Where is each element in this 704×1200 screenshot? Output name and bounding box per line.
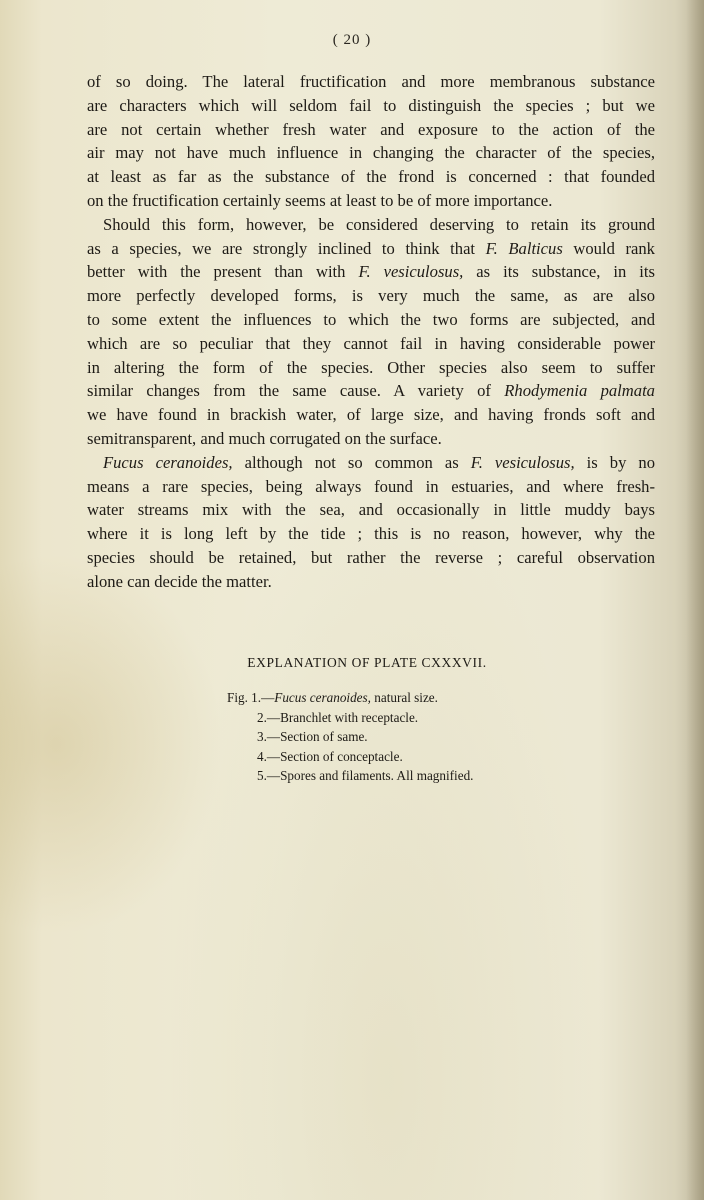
text-line: to some extent the influences to which the two forms are subjected, and [87, 309, 655, 329]
text-line: where it is long left by the tide ; this is no reason, however, why the [87, 524, 655, 544]
figure-caption: natural size. [370, 690, 438, 705]
text-run: although not so common as [244, 452, 459, 472]
plate-heading: EXPLANATION OF PLATE CXXXVII. [247, 655, 487, 670]
figure-caption: Branchlet with receptacle. [280, 709, 419, 725]
text-line: water streams mix with the sea, and occasionally in little muddy bays [87, 500, 655, 520]
text-line: means a rare species, being always found in estuaries, and where fresh- [87, 476, 655, 496]
text-run: is by no [586, 452, 655, 472]
paragraph-1 [87, 70, 655, 213]
figure-item [227, 708, 473, 728]
plate-figure-list [227, 688, 473, 786]
species-name: F. Balticus [485, 238, 563, 258]
paragraph-2 [87, 213, 655, 451]
figure-item [227, 747, 473, 767]
species-name: Fucus ceranoides, [103, 452, 233, 472]
text-line: more perfectly developed forms, is very much the same, as are also [87, 286, 655, 306]
text-run: better with the present than with [87, 262, 346, 282]
text-line [87, 379, 655, 403]
body-text [87, 70, 655, 594]
text-line: semitransparent, and much corrugated on the surface. [87, 428, 442, 448]
text-line: at least as far as the substance of the frond is concerned : that founded [87, 167, 655, 187]
figure-caption: Spores and filaments. All magnified. [280, 768, 474, 783]
text-run: similar changes from the same cause. A variety of [87, 381, 491, 401]
page-number: ( 20 ) [332, 32, 372, 48]
text-line: alone can decide the matter. [87, 571, 272, 591]
species-name: F. vesiculosus, [470, 452, 575, 472]
text-line [87, 260, 655, 284]
figure-caption: Section of conceptacle. [280, 748, 403, 764]
text-line: are characters which will seldom fail to distinguish the species ; but we [87, 95, 655, 115]
text-line: on the fructification certainly seems at least to be of more importance. [87, 190, 553, 210]
figure-number: 3.— [257, 729, 281, 744]
figure-number: 4.— [257, 748, 281, 764]
text-line: we have found in brackish water, of large size, and having fronds soft and [87, 405, 655, 425]
text-line [87, 451, 655, 475]
text-line: are not certain whether fresh water and exposure to the action of the [87, 119, 655, 139]
figure-item [227, 727, 473, 747]
plate-explanation [0, 655, 704, 783]
text-line: in altering the form of the species. Other species also seem to suffer [87, 357, 655, 377]
text-run: would rank [573, 238, 655, 258]
text-line: species should be retained, but rather the reverse ; careful observation [87, 547, 655, 567]
species-name: Fucus ceranoides, [274, 690, 371, 705]
figure-item [227, 688, 473, 708]
species-name: Rhodymenia palmata [504, 381, 655, 401]
page-edge-shadow [686, 0, 704, 1200]
figure-caption: Section of same. [280, 729, 368, 744]
paragraph-3 [87, 451, 655, 594]
text-line [87, 213, 655, 237]
text-run: as a species, we are strongly inclined to think that [87, 238, 476, 258]
text-line [87, 237, 655, 261]
text-run: Should this form, however, be considered deserving to retain its ground [103, 214, 655, 234]
figure-number: 2.— [257, 709, 281, 725]
text-run: as its substance, in its [476, 262, 655, 282]
text-line: air may not have much influence in changing the character of the species, [87, 143, 655, 163]
text-line: which are so peculiar that they cannot fail in having considerable power [87, 333, 655, 353]
figure-item [227, 766, 473, 786]
species-name: F. vesiculosus, [358, 262, 464, 282]
figure-number: 5.— [257, 768, 281, 783]
figure-number: Fig. 1.— [227, 690, 275, 705]
text-line: of so doing. The lateral fructification and more membranous substance [87, 72, 655, 91]
